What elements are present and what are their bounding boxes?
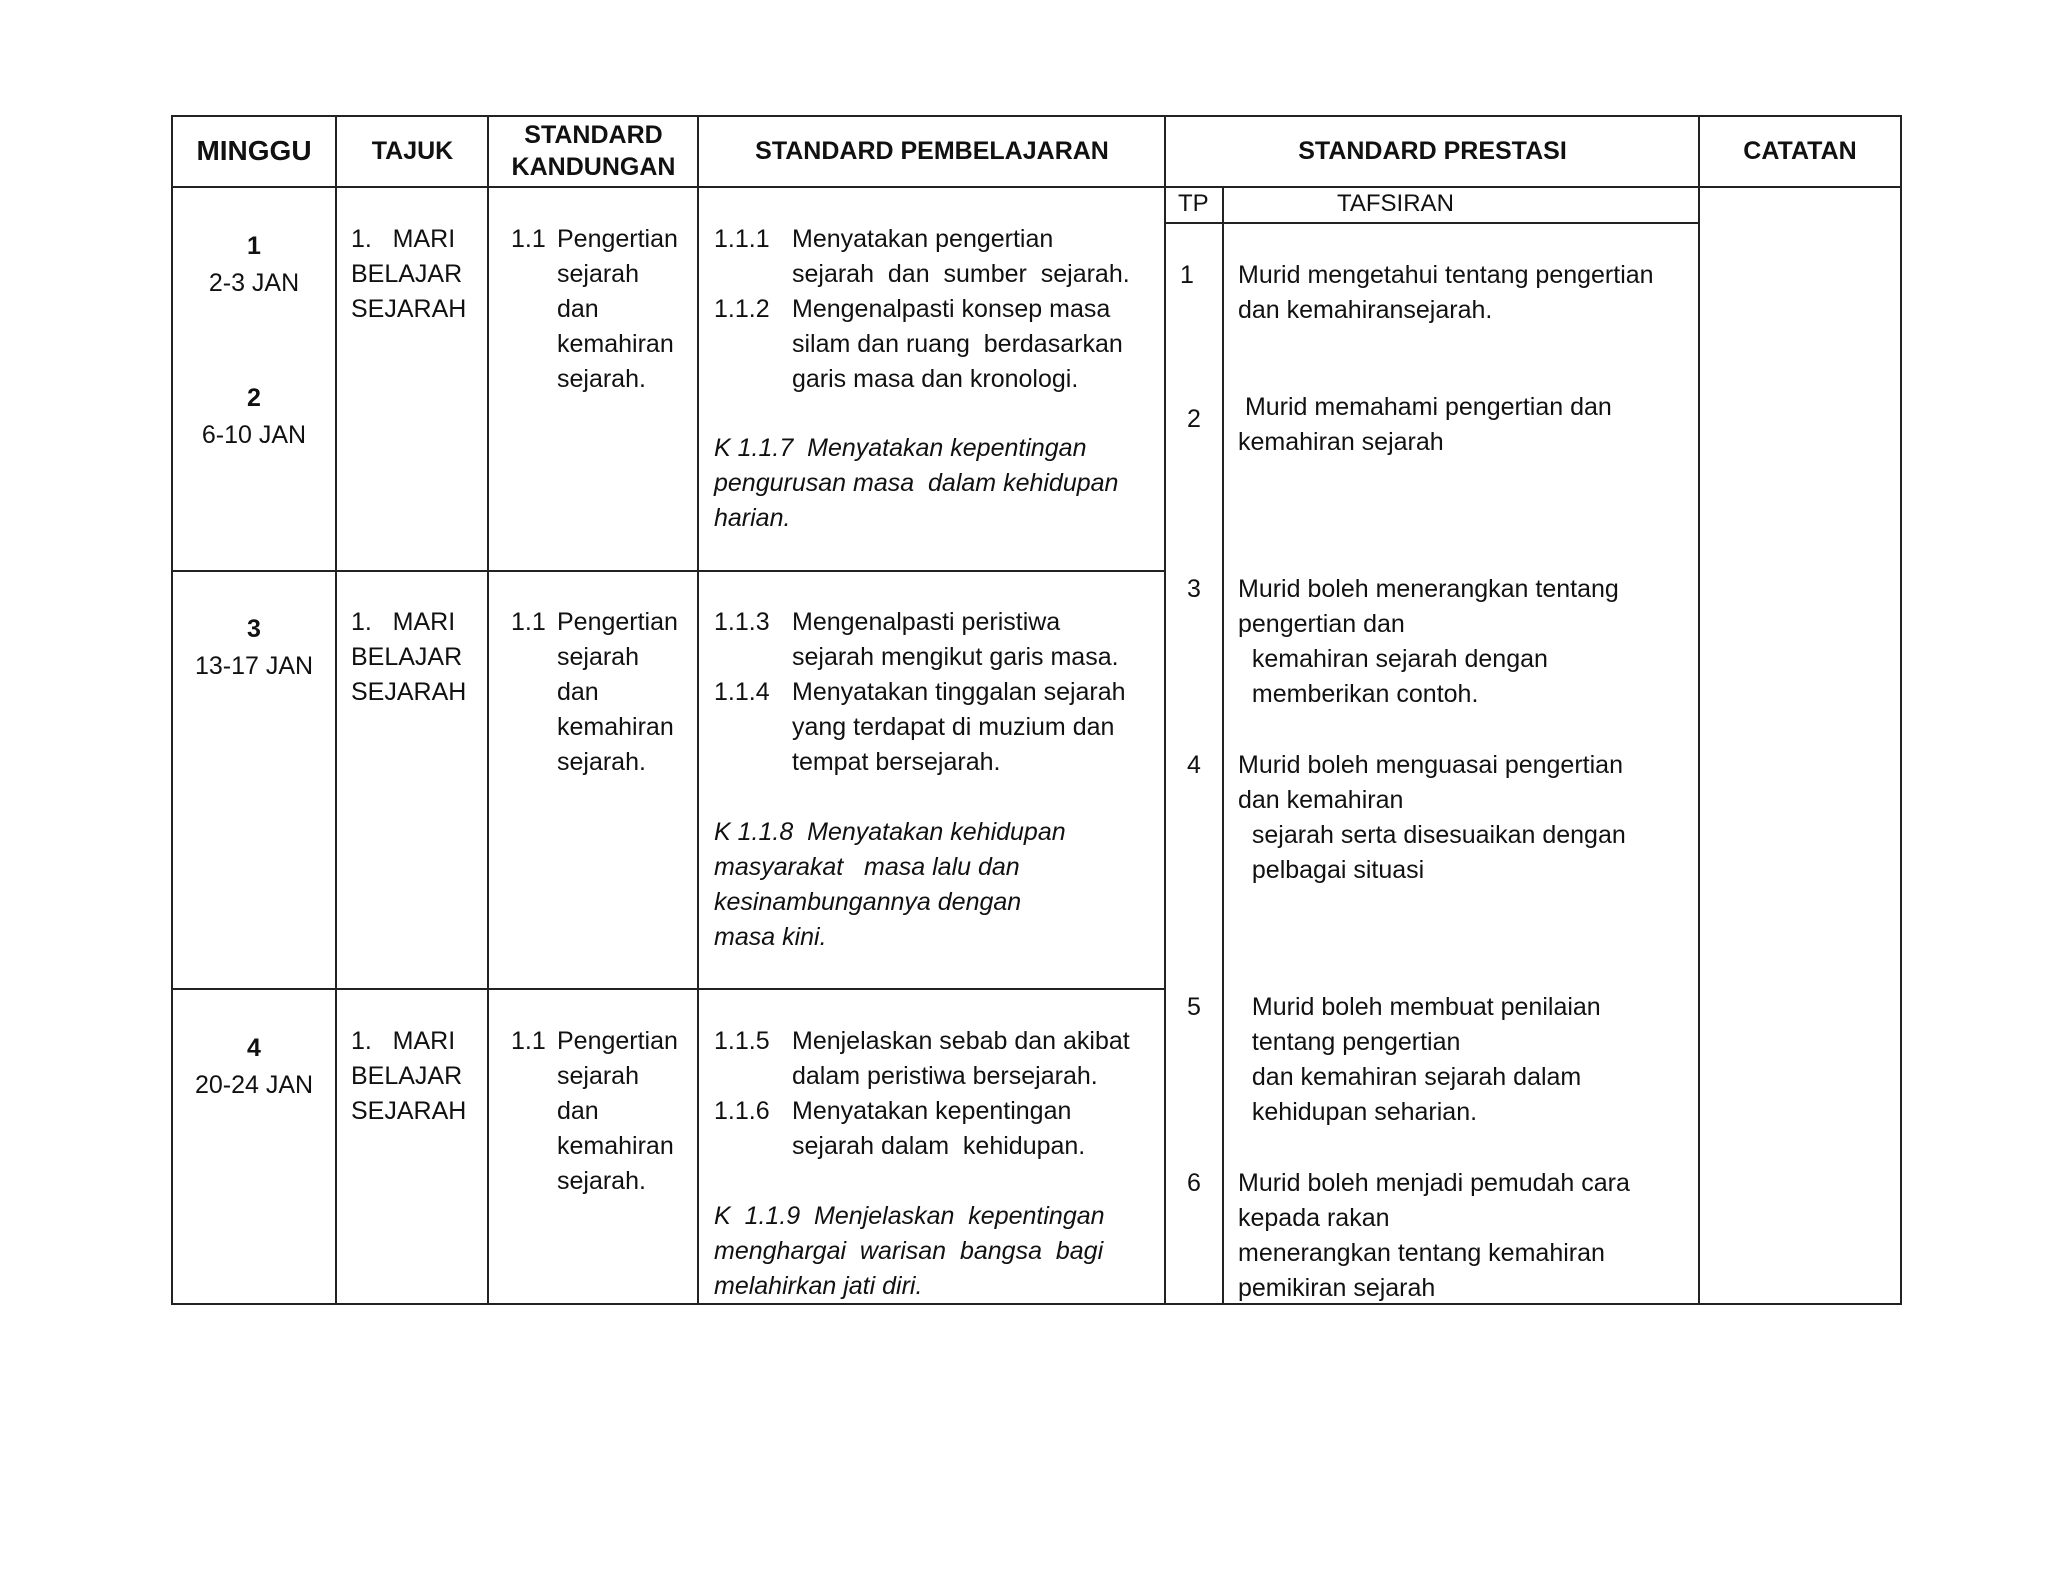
week-number: 4 xyxy=(247,1034,261,1062)
tafsiran-line: Murid mengetahui tentang pengertian xyxy=(1238,261,1654,289)
week-dates: 2-3 JAN xyxy=(208,269,300,297)
tajuk-line: BELAJAR xyxy=(351,643,463,671)
pembelajaran-k-line: K 1.1.8 Menyatakan kehidupan xyxy=(714,818,1066,846)
row-divider xyxy=(171,570,1166,572)
kandungan-number: 1.1 xyxy=(511,225,546,253)
pembelajaran-k-line: kesinambungannya dengan xyxy=(714,888,1022,916)
pembelajaran-code: 1.1.4 xyxy=(714,678,770,706)
tafsiran-line: Murid boleh menerangkan tentang xyxy=(1238,575,1619,603)
tafsiran-line: Murid boleh membuat penilaian xyxy=(1238,993,1601,1021)
header-standard-kandungan-line2: KANDUNGAN xyxy=(511,153,676,181)
tajuk-line: BELAJAR xyxy=(351,260,463,288)
tafsiran-line: dan kemahiran sejarah dalam xyxy=(1238,1063,1582,1091)
week-number: 3 xyxy=(247,615,261,643)
tajuk-line: SEJARAH xyxy=(351,1097,467,1125)
pembelajaran-text: garis masa dan kronologi. xyxy=(792,365,1079,393)
kandungan-line: sejarah xyxy=(557,1062,639,1090)
tp-level: 6 xyxy=(1187,1169,1201,1197)
week-dates: 6-10 JAN xyxy=(201,421,307,449)
tafsiran-line: Murid memahami pengertian dan xyxy=(1238,393,1612,421)
week-dates: 20-24 JAN xyxy=(194,1071,314,1099)
header-catatan: CATATAN xyxy=(1743,137,1857,165)
kandungan-line: dan xyxy=(557,1097,599,1125)
pembelajaran-text: Menyatakan kepentingan xyxy=(792,1097,1072,1125)
catatan-cell xyxy=(1700,188,1900,1303)
pembelajaran-text: dalam peristiwa bersejarah. xyxy=(792,1062,1098,1090)
header-standard-kandungan xyxy=(489,115,698,187)
kandungan-number: 1.1 xyxy=(511,608,546,636)
header-minggu: MINGGU xyxy=(196,135,312,166)
tafsiran-line: kemahiran sejarah dengan xyxy=(1238,645,1548,673)
tp-column-divider xyxy=(1222,186,1224,1305)
pembelajaran-code: 1.1.3 xyxy=(714,608,770,636)
header-tajuk: TAJUK xyxy=(371,137,454,165)
tajuk-line: 1. MARI xyxy=(351,225,456,253)
kandungan-line: kemahiran xyxy=(557,713,674,741)
tajuk-line: 1. MARI xyxy=(351,608,456,636)
kandungan-number: 1.1 xyxy=(511,1027,546,1055)
subheader-tp: TP xyxy=(1178,190,1209,217)
pembelajaran-text: Menjelaskan sebab dan akibat xyxy=(792,1027,1130,1055)
column-divider xyxy=(487,115,489,1305)
pembelajaran-code: 1.1.6 xyxy=(714,1097,770,1125)
subheader-tafsiran: TAFSIRAN xyxy=(1337,190,1454,217)
pembelajaran-k-line: K 1.1.7 Menyatakan kepentingan xyxy=(714,434,1087,462)
kandungan-line: Pengertian xyxy=(557,608,678,636)
kandungan-line: dan xyxy=(557,295,599,323)
kandungan-line: sejarah. xyxy=(557,365,646,393)
pembelajaran-k-line: masyarakat masa lalu dan xyxy=(714,853,1020,881)
pembelajaran-code: 1.1.2 xyxy=(714,295,770,323)
tafsiran-line: memberikan contoh. xyxy=(1238,680,1479,708)
pembelajaran-k-line: melahirkan jati diri. xyxy=(714,1272,923,1300)
tafsiran-line: kehidupan seharian. xyxy=(1238,1098,1478,1126)
tajuk-line: 1. MARI xyxy=(351,1027,456,1055)
pembelajaran-k-line: menghargai warisan bangsa bagi xyxy=(714,1237,1104,1265)
tafsiran-line: dan kemahiran xyxy=(1238,786,1404,814)
header-standard-prestasi: STANDARD PRESTASI xyxy=(1298,137,1567,165)
pembelajaran-k-line: masa kini. xyxy=(714,923,827,951)
kandungan-line: sejarah. xyxy=(557,1167,646,1195)
tafsiran-line: Murid boleh menguasai pengertian xyxy=(1238,751,1623,779)
tp-level: 5 xyxy=(1187,993,1201,1021)
header-standard-pembelajaran: STANDARD PEMBELAJARAN xyxy=(755,137,1109,165)
header-standard-kandungan-line1: STANDARD xyxy=(524,121,663,149)
tp-level: 4 xyxy=(1187,751,1201,779)
tafsiran-line: pemikiran sejarah xyxy=(1238,1274,1436,1302)
week-number: 1 xyxy=(247,232,261,260)
tp-header-divider xyxy=(1164,222,1699,224)
tajuk-line: SEJARAH xyxy=(351,295,467,323)
tafsiran-line: pelbagai situasi xyxy=(1238,856,1425,884)
pembelajaran-text: Mengenalpasti peristiwa xyxy=(792,608,1061,636)
pembelajaran-text: sejarah dalam kehidupan. xyxy=(792,1132,1086,1160)
row-divider xyxy=(171,988,1166,990)
pembelajaran-text: Menyatakan pengertian xyxy=(792,225,1054,253)
tafsiran-line: kepada rakan xyxy=(1238,1204,1390,1232)
week-dates: 13-17 JAN xyxy=(194,652,314,680)
tafsiran-line: dan kemahiransejarah. xyxy=(1238,296,1493,324)
pembelajaran-code: 1.1.5 xyxy=(714,1027,770,1055)
pembelajaran-text: sejarah mengikut garis masa. xyxy=(792,643,1119,671)
tp-level: 3 xyxy=(1187,575,1201,603)
pembelajaran-text: yang terdapat di muzium dan xyxy=(792,713,1115,741)
pembelajaran-k-line: pengurusan masa dalam kehidupan xyxy=(714,469,1119,497)
tafsiran-line: kemahiran sejarah xyxy=(1238,428,1444,456)
kandungan-line: Pengertian xyxy=(557,225,678,253)
tajuk-line: SEJARAH xyxy=(351,678,467,706)
pembelajaran-text: silam dan ruang berdasarkan xyxy=(792,330,1123,358)
kandungan-line: kemahiran xyxy=(557,1132,674,1160)
kandungan-line: dan xyxy=(557,678,599,706)
pembelajaran-text: tempat bersejarah. xyxy=(792,748,1001,776)
tafsiran-line: Murid boleh menjadi pemudah cara xyxy=(1238,1169,1630,1197)
tafsiran-line: tentang pengertian xyxy=(1238,1028,1461,1056)
kandungan-line: sejarah. xyxy=(557,748,646,776)
pembelajaran-k-line: harian. xyxy=(714,504,791,532)
column-divider xyxy=(1164,115,1166,1305)
pembelajaran-k-line: K 1.1.9 Menjelaskan kepentingan xyxy=(714,1202,1105,1230)
tafsiran-line: pengertian dan xyxy=(1238,610,1405,638)
kandungan-line: kemahiran xyxy=(557,330,674,358)
kandungan-line: sejarah xyxy=(557,260,639,288)
tafsiran-line: menerangkan tentang kemahiran xyxy=(1238,1239,1605,1267)
tp-level: 1 xyxy=(1180,261,1194,289)
week-number: 2 xyxy=(247,384,261,412)
pembelajaran-text: Mengenalpasti konsep masa xyxy=(792,295,1111,323)
kandungan-line: Pengertian xyxy=(557,1027,678,1055)
tafsiran-line: sejarah serta disesuaikan dengan xyxy=(1238,821,1626,849)
tp-level: 2 xyxy=(1187,405,1201,433)
column-divider xyxy=(697,115,699,1305)
kandungan-line: sejarah xyxy=(557,643,639,671)
tajuk-line: BELAJAR xyxy=(351,1062,463,1090)
pembelajaran-code: 1.1.1 xyxy=(714,225,770,253)
pembelajaran-text: sejarah dan sumber sejarah. xyxy=(792,260,1130,288)
pembelajaran-text: Menyatakan tinggalan sejarah xyxy=(792,678,1126,706)
